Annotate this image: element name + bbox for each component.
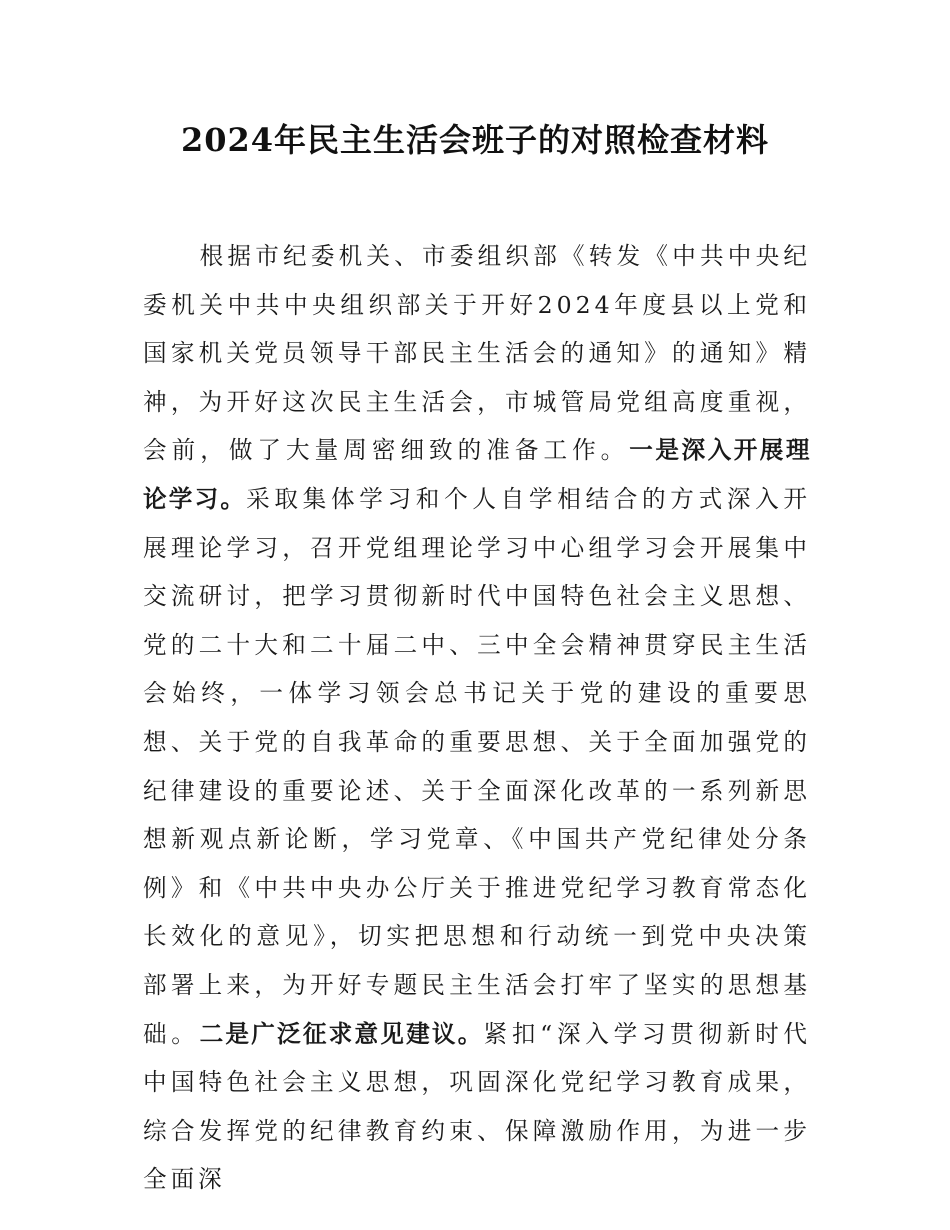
heading-two: 二是广泛征求意见建议。 <box>199 1019 484 1048</box>
body-paragraph <box>143 232 811 1204</box>
section-one-text: 采取集体学习和个人自学相结合的方式深入开展理论学习，召开党组理论学习中心组学习会开展集中交流研讨，把学习贯彻新时代中国特色社会主义思想、党的二十大和二十届二中、三中全会精神贯穿民主生活会始终，一体学习领会总书记关于党的建设的重要思想、关于党的自我革命的重要思想、关于全面加强党的纪律建设的重要论述、关于全面深化改革的一系列新思想新观点新论断，学习党章、《中国共产党纪律处分条例》和《中共中央办公厅关于推进党纪学习教育常态化长效化的意见》，切实把思想和行动统一到党中央决策部署上来，为开好专题民主生活会打牢了坚实的思想基础。 <box>143 484 812 1048</box>
intro-text: 根据市纪委机关、市委组织部《转发《中共中央纪委机关中共中央组织部关于开好2024年度县以上党和国家机关党员领导干部民主生活会的通知》的通知》精神，为开好这次民主生活会，市城管局党组高度重视，会前，做了大量周密细致的准备工作。 <box>143 242 811 465</box>
heading-one: 一是深入开展理论学习。 <box>143 436 812 513</box>
section-two-text: 紧扣“深入学习贯彻新时代中国特色社会主义思想，巩固深化党纪学习教育成果，综合发挥党的纪律教育约束、保障激励作用，为进一步全面深 <box>143 1019 812 1194</box>
document-title: 2024年民主生活会班子的对照检查材料 <box>180 121 770 159</box>
